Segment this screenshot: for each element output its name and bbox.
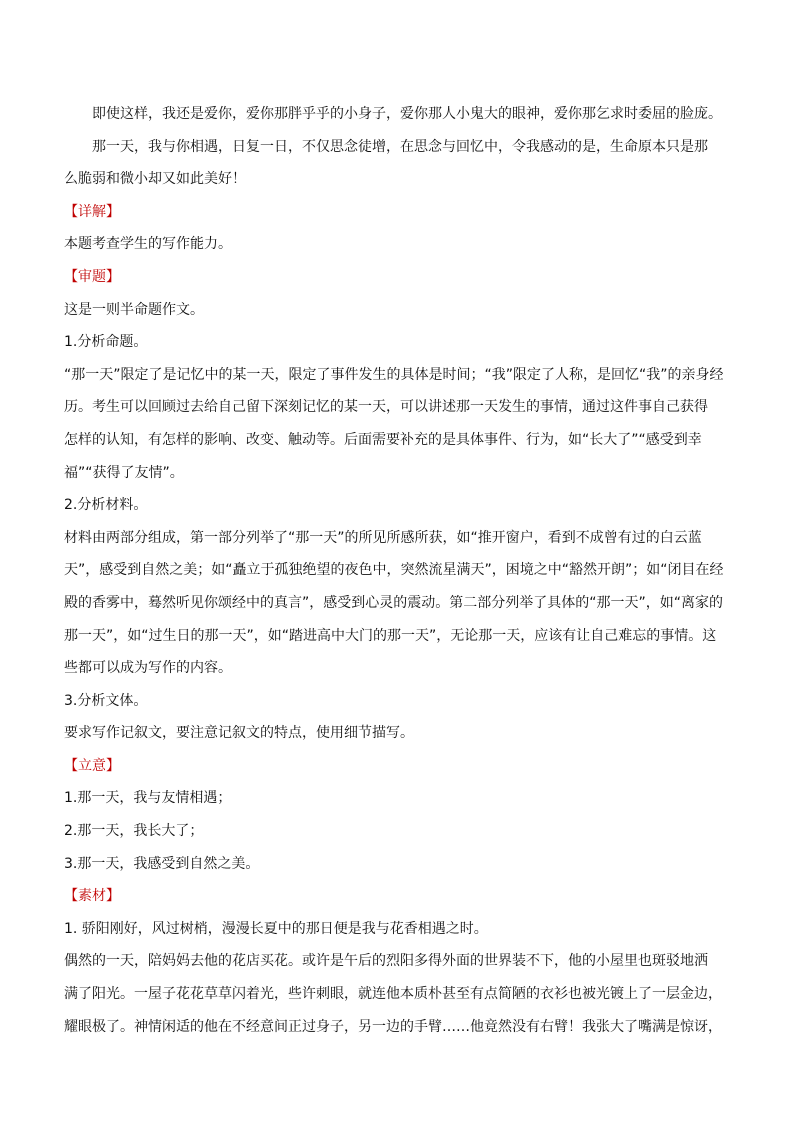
paragraph-line: 1.那一天，我与友情相遇； (64, 790, 232, 807)
section-heading-material: 【素材】 (64, 888, 120, 905)
paragraph-line: 历。考生可以回顾过去给自己留下深刻记忆的某一天，可以讲述那一天发生的事情，通过这件事自己获得 (64, 399, 708, 416)
paragraph-line: 要求写作记叙文，要注意记叙文的特点，使用细节描写。 (64, 725, 414, 742)
document-body (64, 98, 734, 1043)
paragraph-line: 些都可以成为写作的内容。 (64, 660, 232, 677)
paragraph-line: 2.分析材料。 (64, 497, 148, 514)
paragraph-line: 偶然的一天，陪妈妈去他的花店买花。或许是午后的烈阳多得外面的世界装不下，他的小屋里也斑驳地洒 (64, 953, 708, 970)
paragraph-line: 那一天，我与你相遇，日复一日，不仅思念徒增，在思念与回忆中，令我感动的是，生命原本只是那 (92, 138, 708, 155)
paragraph-line: 耀眼极了。神情闲适的他在不经意间正过身子，另一边的手臂……他竟然没有右臂！我张大了嘴满是惊讶， (64, 1018, 722, 1035)
paragraph-line: 2.那一天，我长大了； (64, 823, 204, 840)
paragraph-line: 那一天”，如“过生日的那一天”，如“踏进高中大门的那一天”，无论那一天，应该有让自己难忘的事情。这 (64, 627, 717, 644)
paragraph-line: 1.分析命题。 (64, 334, 148, 351)
paragraph-line: “那一天”限定了是记忆中的某一天，限定了事件发生的具体是时间；“我”限定了人称，是回忆“我”的亲身经 (64, 366, 724, 383)
section-heading-review: 【审题】 (64, 268, 120, 285)
paragraph-line: 天”，感受到自然之美；如“矗立于孤独绝望的夜色中，突然流星满天”，困境之中“豁然开朗”；如“闭目在经 (64, 562, 724, 579)
section-heading-detail: 【详解】 (64, 203, 120, 220)
section-heading-theme: 【立意】 (64, 757, 120, 774)
paragraph-line: 么脆弱和微小却又如此美好！ (64, 171, 246, 188)
paragraph-line: 3.分析文体。 (64, 692, 148, 709)
paragraph-line: 1. 骄阳刚好，风过树梢，漫漫长夏中的那日便是我与花香相遇之时。 (64, 920, 488, 937)
paragraph-line: 3.那一天，我感受到自然之美。 (64, 855, 260, 872)
paragraph-line: 即使这样，我还是爱你，爱你那胖乎乎的小身子，爱你那人小鬼大的眼神，爱你那乞求时委屈的脸庞。 (92, 106, 722, 122)
paragraph-line: 殿的香雾中，蓦然听见你颂经中的真言”，感受到心灵的震动。第二部分列举了具体的“那一天”，如“离家的 (64, 594, 724, 611)
paragraph-line: 满了阳光。一屋子花花草草闪着光，些许刺眼，就连他本质朴甚至有点简陋的衣衫也被光镀上了一层金边， (64, 986, 722, 1003)
paragraph-line: 福”“获得了友情”。 (64, 464, 184, 481)
paragraph-line: 这是一则半命题作文。 (64, 301, 204, 318)
paragraph-line: 材料由两部分组成，第一部分列举了“那一天”的所见所感所获，如“推开窗户，看到不成曾有过的白云蓝 (64, 529, 702, 546)
paragraph-line: 本题考查学生的写作能力。 (64, 236, 232, 253)
paragraph-line: 怎样的认知，有怎样的影响、改变、触动等。后面需要补充的是具体事件、行为，如“长大了”“感受到幸 (64, 431, 702, 448)
